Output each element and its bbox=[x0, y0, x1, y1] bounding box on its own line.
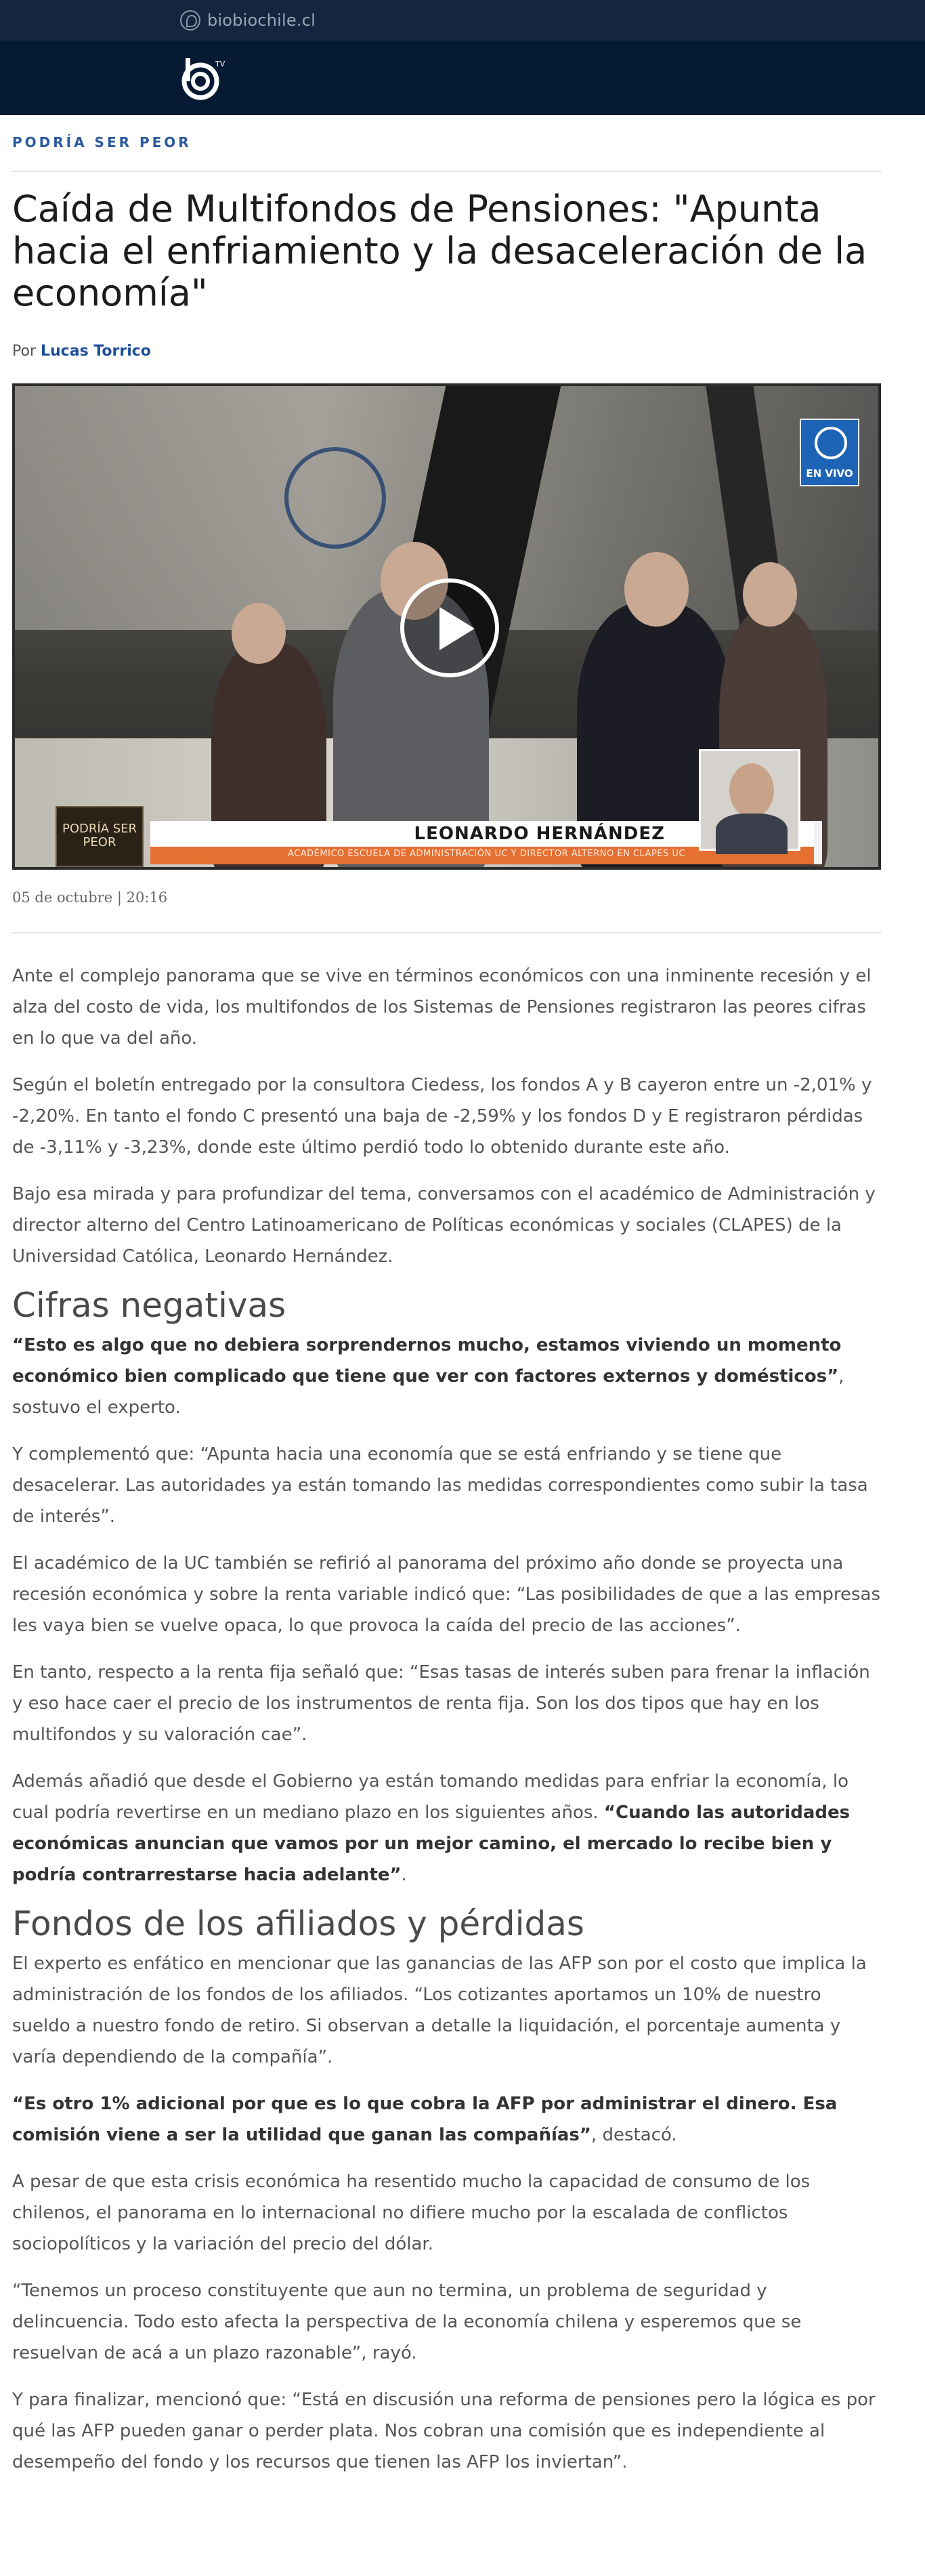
mural-image bbox=[284, 447, 386, 549]
paragraph: A pesar de que esta crisis económica ha resentido mucho la capacidad de consumo de los chilenos, el panorama en lo internacional no difiere mucho por la escalada de conflictos sociopolíticos y la variación del precio del dólar. bbox=[12, 2172, 811, 2254]
quote-bold: “Es otro 1% adicional por que es lo que cobra la AFP por administrar el dinero. Esa comisión viene a ser la utilidad que ganan las compañías” bbox=[12, 2094, 838, 2145]
live-badge bbox=[800, 419, 859, 486]
publish-date: 05 de octubre | 20:16 bbox=[12, 889, 168, 906]
play-button[interactable] bbox=[400, 578, 499, 677]
site-domain[interactable] bbox=[180, 9, 316, 31]
article-body bbox=[12, 960, 881, 2493]
paragraph: Según el boletín entregado por la consultora Ciedess, los fondos A y B cayeron entre un -2,01% y -2,20%. En tanto el fondo C presentó una baja de -2,59% y los fondos D y E registraron pérdidas de -3,11% y -3,23%, donde este último perdió todo lo obtenido durante este año. bbox=[12, 1075, 872, 1158]
paragraph bbox=[12, 1766, 881, 1891]
biobio-tv-logo[interactable] bbox=[180, 54, 229, 102]
quote-bold: “Esto es algo que no debiera sorprendernos mucho, estamos viviendo un momento económico bien complicado que tiene que ver con factores externos y domésticos” bbox=[12, 1335, 842, 1387]
divider bbox=[12, 932, 881, 933]
subheading: Cifras negativas bbox=[12, 1286, 286, 1325]
show-logo: PODRÍA SER PEOR bbox=[56, 806, 144, 867]
lower-third bbox=[15, 806, 881, 870]
quote-bold: “Cuando las autoridades económicas anuncian que vamos por un mejor camino, el mercado lo recibe bien y podría contrarrestarse hacia adelante” bbox=[12, 1802, 851, 1885]
guest-title: ACADÉMICO ESCUELA DE ADMINISTRACIÓN UC Y DIRECTOR ALTERNO EN CLAPES UC bbox=[288, 849, 685, 859]
byline bbox=[12, 343, 151, 360]
paragraph bbox=[12, 2088, 881, 2151]
paragraph: El académico de la UC también se refirió al panorama del próximo año donde se proyecta una recesión económica y sobre la renta variable indicó que: “Las posibilidades de que a las empresas les vaya bien se vuelve opaca, lo que provoca la caída del precio de las acciones”. bbox=[12, 1553, 881, 1636]
guest-portrait bbox=[699, 749, 800, 851]
paragraph: Ante el complejo panorama que se vive en términos económicos con una inminente recesión y el alza del costo de vida, los multifondos de los Sistemas de Pensiones registraron las peores cifras en lo que va del año. bbox=[12, 966, 872, 1049]
logo-tv-text: TV bbox=[215, 60, 225, 68]
article-title: Caída de Multifondos de Pensiones: "Apunta hacia el enfriamiento y la desaceleración de la economía" bbox=[12, 188, 867, 314]
byline-prefix: Por bbox=[12, 343, 36, 360]
paragraph: “Tenemos un proceso constituyente que aun no termina, un problema de seguridad y delincuencia. Todo esto afecta la perspectiva de la economía chilena y esperemos que se resuelvan de acá a un plazo razonable”, rayó. bbox=[12, 2281, 802, 2363]
paragraph-text: . bbox=[401, 1865, 407, 1885]
video-player[interactable] bbox=[12, 383, 881, 870]
guest-name: LEONARDO HERNÁNDEZ bbox=[414, 824, 665, 844]
site-header bbox=[0, 41, 925, 115]
browser-domain-bar bbox=[0, 0, 925, 41]
author-link[interactable]: Lucas Torrico bbox=[41, 343, 151, 360]
channel-logo-icon bbox=[815, 427, 847, 459]
paragraph: El experto es enfático en mencionar que las ganancias de las AFP son por el costo que implica la administración de los fondos de los afiliados. “Los cotizantes aportamos un 10% de nuestro sueldo a nuestro fondo de retiro. Si observan a detalle la liquidación, el porcentaje aumenta y varía dependiendo de la compañía”. bbox=[12, 1954, 867, 2067]
paragraph: Y para finalizar, mencionó que: “Está en discusión una reforma de pensiones pero la lógica es por qué las AFP pueden ganar o perder plata. Nos cobran una comisión que es independiente al desempeño del fondo y los recursos que tienen las AFP los inviertan”. bbox=[12, 2390, 876, 2472]
site-logo-icon bbox=[180, 10, 200, 30]
paragraph bbox=[12, 1330, 881, 1423]
paragraph: Y complementó que: “Apunta hacia una economía que se está enfriando y se tiene que desacelerar. Las autoridades ya están tomando las medidas correspondientes como subir la tasa de interés”. bbox=[12, 1444, 868, 1527]
live-label: EN VIVO bbox=[806, 467, 853, 480]
paragraph: En tanto, respecto a la renta fija señaló que: “Esas tasas de interés suben para frenar la inflación y eso hace caer el precio de los instrumentos de renta fija. Son los dos tipos que hay en los multifondos y su valoración cae”. bbox=[12, 1662, 870, 1745]
divider bbox=[12, 171, 881, 172]
paragraph-text: Además añadió que desde el Gobierno ya están tomando medidas para enfriar la economía, lo cual podría revertirse en un mediano plazo en los siguientes años. bbox=[12, 1771, 849, 1823]
subheading: Fondos de los afiliados y pérdidas bbox=[12, 1904, 584, 1943]
section-label[interactable]: PODRÍA SER PEOR bbox=[12, 134, 192, 150]
paragraph-text: , destacó. bbox=[590, 2125, 677, 2145]
site-domain-text: biobiochile.cl bbox=[207, 11, 316, 30]
paragraph: Bajo esa mirada y para profundizar del tema, conversamos con el académico de Administración y director alterno del Centro Latinoamericano de Políticas económicas y sociales (CLAPES) de la Universidad Católica, Leonardo Hernández. bbox=[12, 1184, 876, 1267]
paragraph-text: , sostuvo el experto. bbox=[12, 1366, 844, 1418]
